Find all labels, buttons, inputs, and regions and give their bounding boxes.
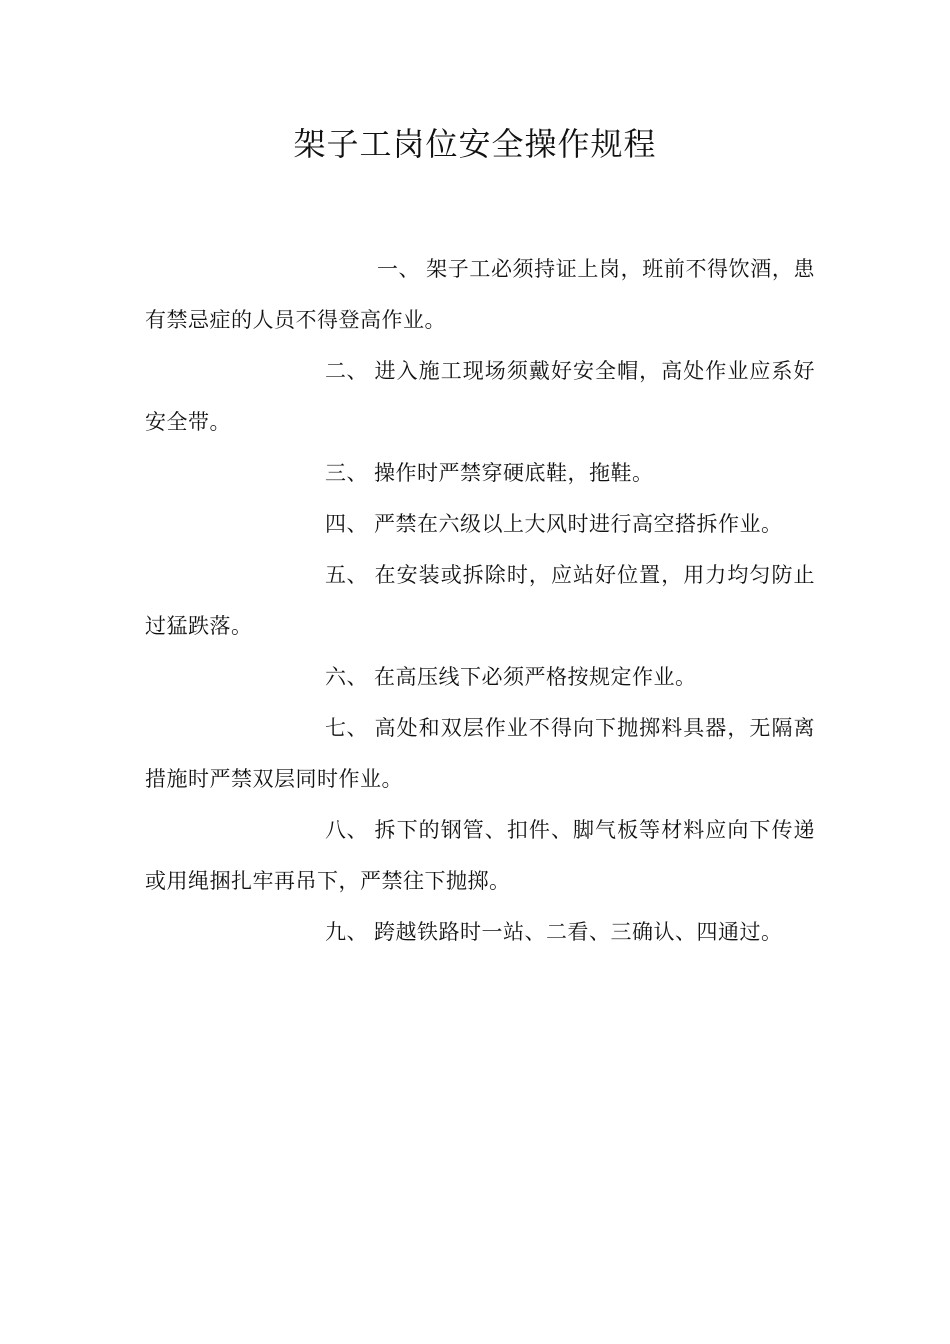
rule-number: 六、 [325, 665, 368, 689]
rule-item-6 [145, 652, 815, 703]
document-title: 架子工岗位安全操作规程 [293, 125, 657, 163]
rule-item-8 [145, 805, 815, 907]
rule-item-9 [145, 907, 815, 958]
rule-number: 四、 [325, 512, 368, 536]
rule-number: 八、 [325, 818, 368, 842]
rule-item-1 [145, 244, 815, 346]
rule-text: 高处和双层作业不得向下抛掷料具器，无隔离措施时严禁双层同时作业。 [145, 716, 815, 791]
rule-text: 跨越铁路时一站、二看、三确认、四通过。 [374, 920, 783, 944]
rule-number: 五、 [325, 563, 368, 587]
rule-item-4 [145, 499, 815, 550]
rule-number: 七、 [325, 716, 368, 740]
rule-number: 一、 [377, 257, 420, 281]
rule-text: 进入施工现场须戴好安全帽，高处作业应系好安全带。 [145, 359, 815, 434]
rule-text: 在安装或拆除时，应站好位置，用力均匀防止过猛跌落。 [145, 563, 815, 638]
rule-number: 二、 [325, 359, 368, 383]
document-body [145, 244, 815, 958]
rule-text: 严禁在六级以上大风时进行高空搭拆作业。 [374, 512, 783, 536]
rule-text: 在高压线下必须严格按规定作业。 [374, 665, 697, 689]
rule-text: 拆下的钢管、扣件、脚气板等材料应向下传递或用绳捆扎牢再吊下，严禁往下抛掷。 [145, 818, 815, 893]
rule-text: 操作时严禁穿硬底鞋，拖鞋。 [374, 461, 654, 485]
rule-item-2 [145, 346, 815, 448]
rule-item-3 [145, 448, 815, 499]
rule-text: 架子工必须持证上岗，班前不得饮酒，患有禁忌症的人员不得登高作业。 [145, 257, 815, 332]
rule-number: 三、 [325, 461, 368, 485]
rule-item-7 [145, 703, 815, 805]
rule-item-5 [145, 550, 815, 652]
rule-number: 九、 [325, 920, 368, 944]
